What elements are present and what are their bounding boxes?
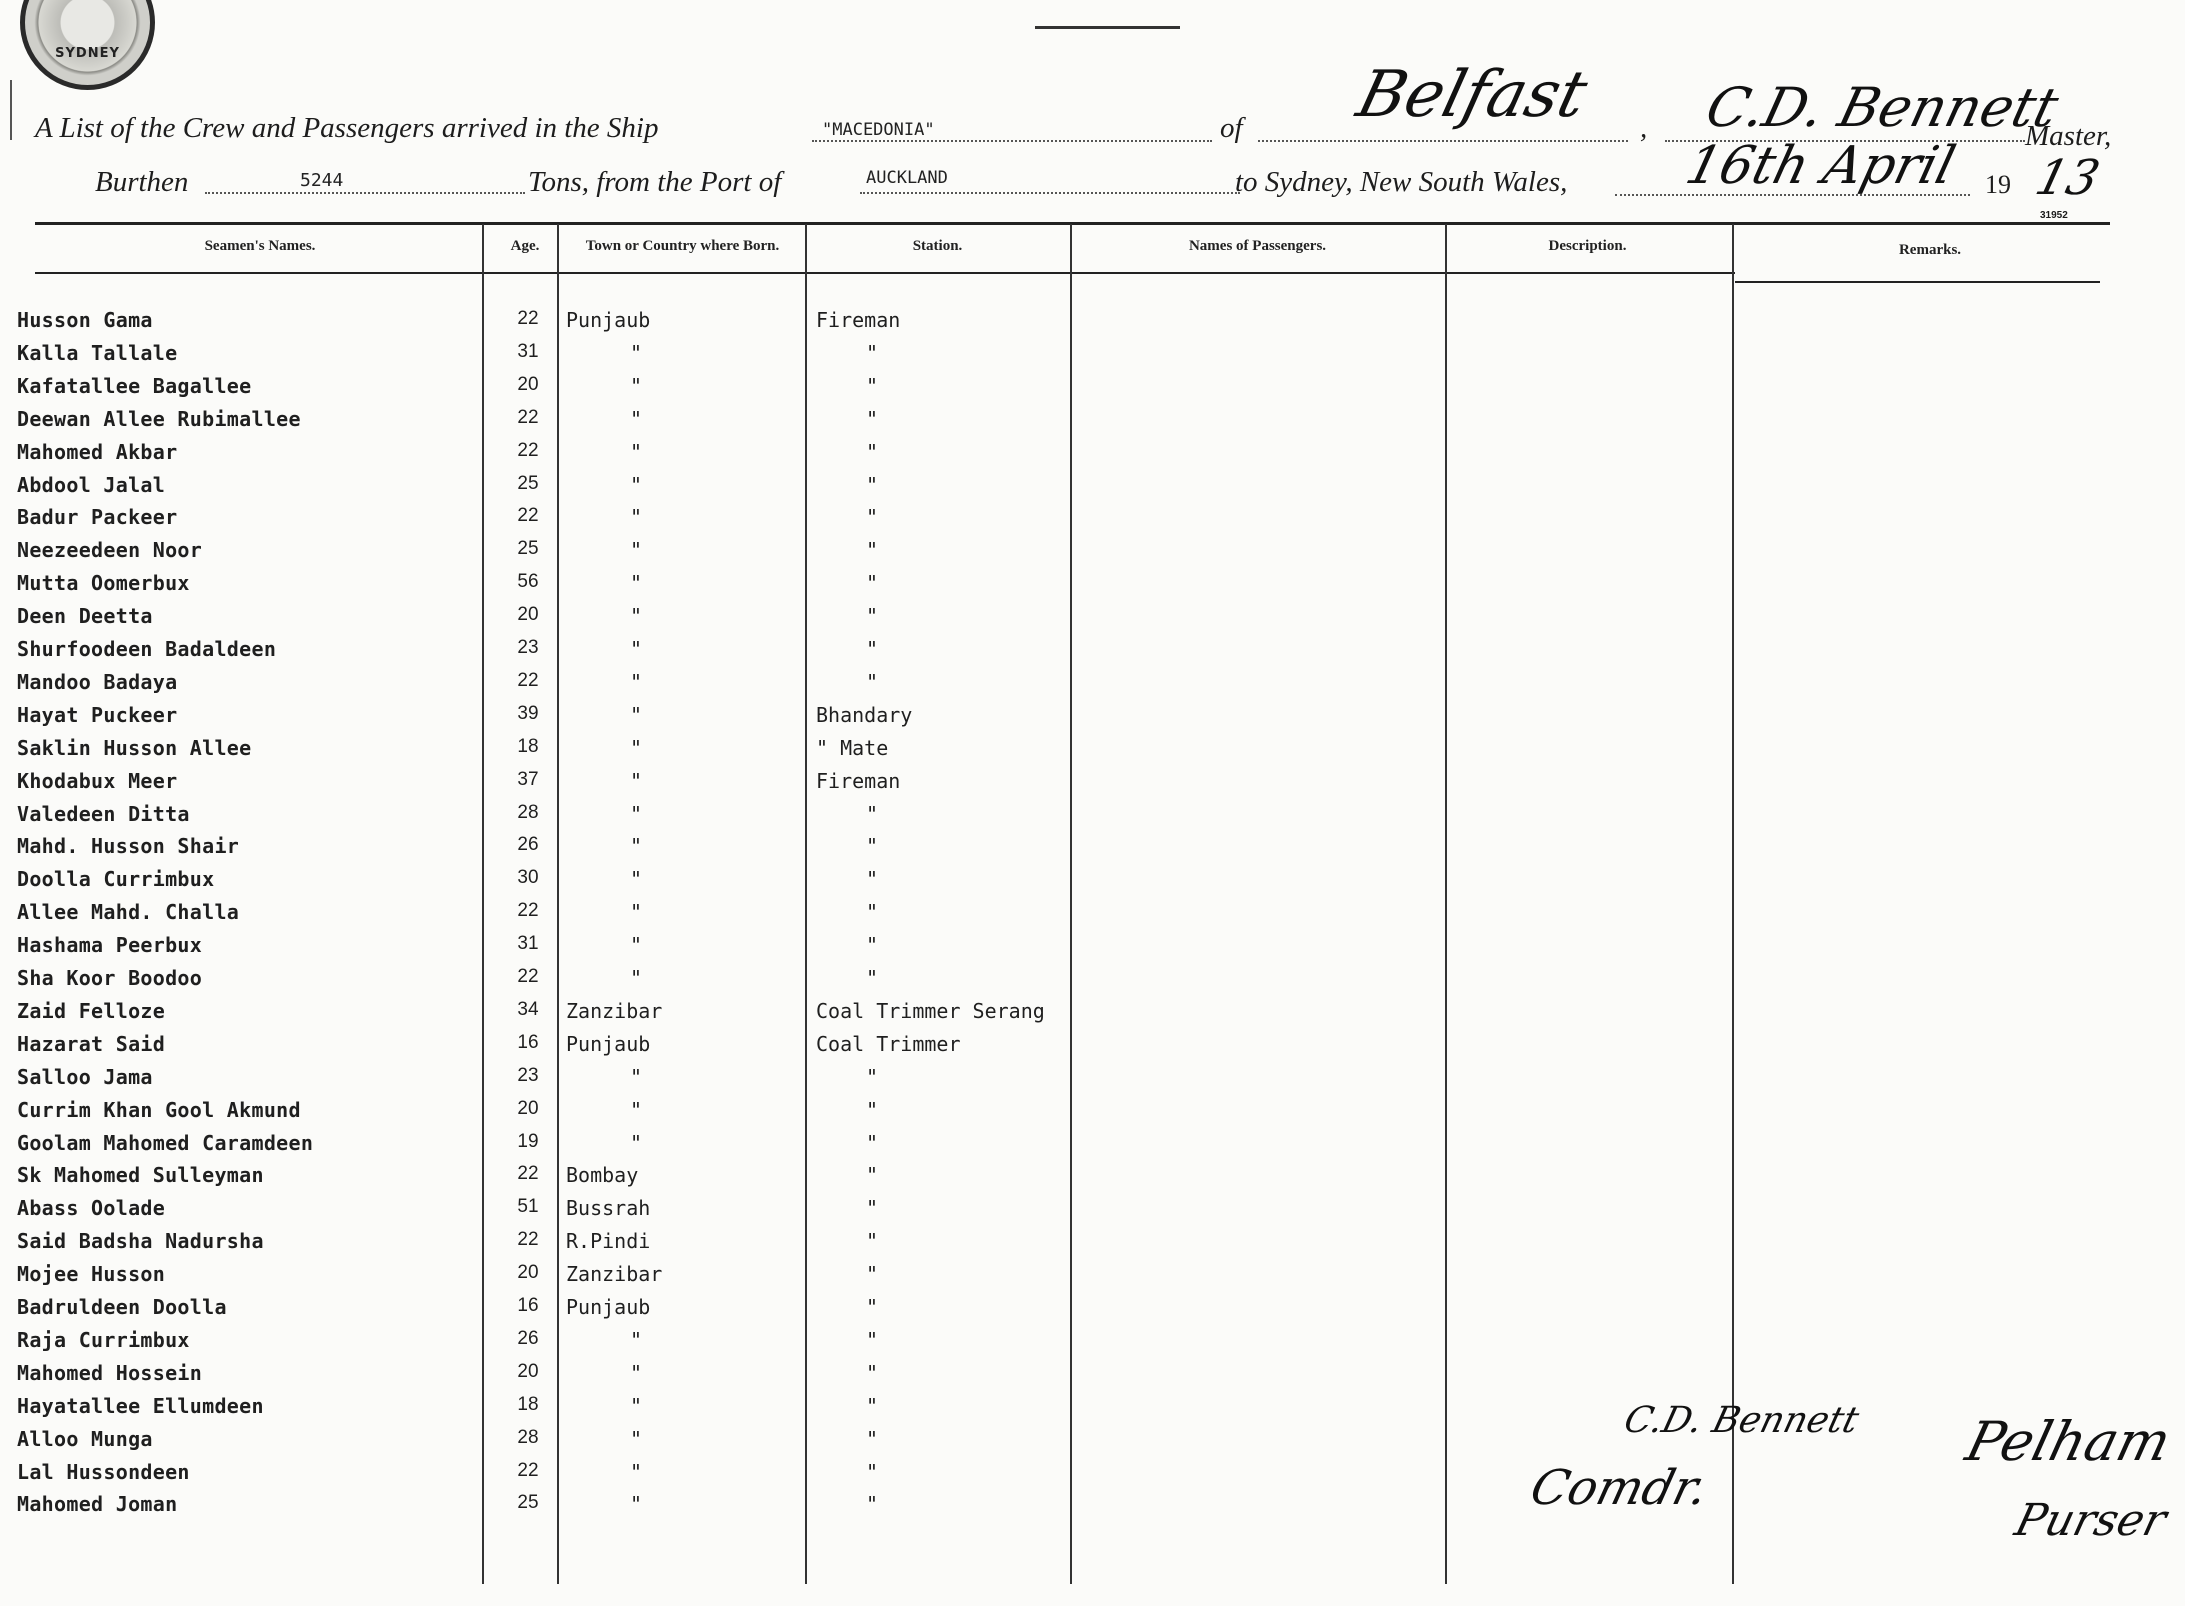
crew-station: Coal Trimmer — [816, 1031, 961, 1056]
crew-name: Shurfoodeen Badaldeen — [17, 637, 277, 661]
crew-station: Fireman — [816, 308, 901, 332]
date-handwritten: 16th April — [1680, 136, 1962, 196]
crew-row — [0, 308, 2185, 338]
crew-row — [0, 999, 2185, 1029]
crew-age: 16 — [517, 1031, 539, 1053]
crew-row — [0, 736, 2185, 766]
crew-station: Bhandary — [816, 702, 913, 727]
crew-station: " — [866, 933, 879, 958]
to-sydney-label: to Sydney, New South Wales, — [1235, 166, 1568, 198]
crew-birthplace: " — [630, 1459, 643, 1484]
crew-name: Allee Mahd. Challa — [17, 900, 240, 925]
crew-row — [0, 1492, 2185, 1522]
crew-row — [0, 538, 2185, 568]
crew-birthplace: Zanzibar — [566, 1262, 663, 1287]
crew-row — [0, 473, 2185, 503]
crew-row — [0, 933, 2185, 963]
crew-age: 23 — [517, 1064, 539, 1086]
crew-station: " Mate — [816, 735, 889, 760]
of-comma: , — [1640, 112, 1648, 144]
crew-row — [0, 900, 2185, 930]
crew-birthplace: " — [630, 966, 643, 990]
crew-row — [0, 1460, 2185, 1490]
crew-age: 22 — [517, 308, 539, 329]
crew-station: " — [866, 669, 879, 694]
crew-age: 22 — [517, 966, 539, 987]
crew-row — [0, 670, 2185, 700]
crew-birthplace: " — [630, 538, 643, 563]
crew-age: 22 — [517, 669, 539, 691]
year-handwritten: 13 — [2030, 150, 2106, 206]
ship-name: "MACEDONIA" — [822, 120, 935, 140]
crew-row — [0, 867, 2185, 897]
crew-name: Sk Mahomed Sulleyman — [17, 1163, 264, 1188]
crew-station: " — [866, 571, 879, 596]
crew-station: " — [866, 867, 879, 892]
crew-age: 37 — [517, 768, 539, 790]
crew-age: 25 — [517, 1492, 539, 1514]
crew-age: 51 — [517, 1196, 539, 1218]
crew-age: 20 — [517, 1097, 539, 1119]
crew-name: Doolla Currimbux — [17, 867, 215, 892]
crew-birthplace: " — [630, 340, 643, 365]
crew-row — [0, 1163, 2185, 1193]
crew-row — [0, 703, 2185, 733]
crew-name: Mahomed Akbar — [17, 439, 178, 464]
crew-station: " — [866, 1229, 879, 1254]
crew-age: 25 — [517, 472, 539, 494]
crew-age: 20 — [517, 604, 539, 626]
of-port-handwritten: Belfast — [1350, 58, 1595, 132]
form-number: 31952 — [2040, 210, 2068, 221]
crew-name: Zaid Felloze — [17, 998, 166, 1023]
crew-name: Badruldeen Doolla — [17, 1295, 227, 1319]
crew-birthplace: " — [630, 834, 643, 859]
crew-station: " — [866, 1295, 879, 1319]
crew-birthplace: " — [630, 604, 643, 629]
crew-station: " — [866, 801, 879, 826]
crew-station: " — [866, 1262, 879, 1287]
crew-birthplace: Punjaub — [566, 1031, 651, 1056]
crew-age: 23 — [517, 637, 539, 658]
crew-station: " — [866, 1130, 879, 1155]
crew-name: Mojee Husson — [17, 1262, 166, 1287]
crew-station: " — [866, 1163, 879, 1188]
crew-age: 22 — [517, 1459, 539, 1481]
crew-birthplace: Zanzibar — [566, 998, 663, 1023]
crew-station: " — [866, 1327, 879, 1352]
crew-station: " — [866, 373, 879, 398]
crew-age: 28 — [517, 801, 539, 823]
crew-row — [0, 834, 2185, 864]
crew-station: " — [866, 1064, 879, 1089]
crew-row — [0, 1328, 2185, 1358]
crew-age: 16 — [517, 1295, 539, 1316]
crew-row — [0, 1262, 2185, 1292]
crew-age: 20 — [517, 373, 539, 395]
commander-signature: C.D. Bennett — [1620, 1400, 1863, 1441]
crew-birthplace: " — [630, 1064, 643, 1089]
crew-station: " — [866, 637, 879, 661]
crew-name: Mutta Oomerbux — [17, 571, 190, 596]
col-head-born: Town or Country where Born. — [585, 238, 780, 254]
from-port: AUCKLAND — [866, 168, 948, 188]
crew-row — [0, 1098, 2185, 1128]
crew-birthplace: Punjaub — [566, 308, 651, 332]
crew-name: Raja Currimbux — [17, 1327, 190, 1352]
crew-age: 26 — [517, 834, 539, 856]
crew-age: 18 — [517, 1393, 539, 1415]
crew-station: " — [866, 1360, 879, 1385]
crew-age: 39 — [517, 702, 539, 724]
crew-birthplace: " — [630, 472, 643, 497]
crew-age: 30 — [517, 867, 539, 889]
crew-name: Abass Oolade — [17, 1196, 166, 1221]
crew-station: " — [866, 1097, 879, 1122]
purser-title: Purser — [2010, 1495, 2172, 1546]
master-label: Master, — [2025, 120, 2112, 152]
crew-station: " — [866, 1196, 879, 1221]
crew-name: Lal Hussondeen — [17, 1459, 190, 1484]
crew-birthplace: " — [630, 900, 643, 925]
crew-birthplace: " — [630, 1327, 643, 1352]
crew-birthplace: Punjaub — [566, 1295, 651, 1319]
crew-station: " — [866, 1426, 879, 1451]
crew-row — [0, 1229, 2185, 1259]
crew-row — [0, 571, 2185, 601]
crew-name: Mahomed Joman — [17, 1492, 178, 1517]
crew-age: 22 — [517, 505, 539, 527]
crew-birthplace: " — [630, 867, 643, 892]
seal-text: SYDNEY — [55, 46, 120, 61]
crew-name: Said Badsha Nadursha — [17, 1229, 264, 1254]
crew-name: Deewan Allee Rubimallee — [17, 406, 301, 431]
crew-birthplace: " — [630, 1097, 643, 1122]
crew-station: Fireman — [816, 768, 901, 793]
crew-birthplace: " — [630, 1393, 643, 1418]
crew-age: 22 — [517, 1163, 539, 1185]
crew-name: Mandoo Badaya — [17, 669, 178, 694]
burthen-label: Burthen — [95, 166, 189, 198]
crew-birthplace: " — [630, 439, 643, 464]
crew-birthplace: " — [630, 1360, 643, 1385]
col-head-age: Age. — [510, 238, 540, 254]
crew-birthplace: " — [630, 637, 643, 661]
col-head-passengers: Names of Passengers. — [1188, 238, 1327, 254]
crew-station: Coal Trimmer Serang — [816, 998, 1045, 1023]
crew-age: 22 — [517, 406, 539, 428]
crew-row — [0, 802, 2185, 832]
crew-birthplace: " — [630, 768, 643, 793]
header-line1-prefix: A List of the Crew and Passengers arrived in the Ship — [35, 112, 659, 144]
crew-name: Hashama Peerbux — [17, 933, 203, 958]
crew-station: " — [866, 505, 879, 530]
crew-birthplace: " — [630, 702, 643, 727]
crew-name: Hazarat Said — [17, 1031, 166, 1056]
crew-birthplace: " — [630, 505, 643, 530]
crew-age: 19 — [517, 1130, 539, 1152]
crew-name: Alloo Munga — [17, 1426, 153, 1451]
crew-name: Salloo Jama — [17, 1064, 153, 1089]
crew-row — [0, 1196, 2185, 1226]
crew-age: 26 — [517, 1327, 539, 1349]
crew-age: 18 — [517, 735, 539, 757]
crew-age: 25 — [517, 538, 539, 560]
crew-name: Mahomed Hossein — [17, 1360, 203, 1385]
crew-birthplace: Bombay — [566, 1163, 639, 1188]
crew-birthplace: " — [630, 1426, 643, 1451]
crew-row — [0, 341, 2185, 371]
master-name-handwritten: C.D. Bennett — [1700, 76, 2065, 139]
crew-age: 31 — [517, 933, 539, 955]
crew-age: 28 — [517, 1426, 539, 1448]
crew-birthplace: " — [630, 571, 643, 596]
crew-birthplace: " — [630, 1492, 643, 1517]
col-head-description: Description. — [1548, 238, 1627, 254]
crew-age: 56 — [517, 571, 539, 593]
crew-name: Neezeedeen Noor — [17, 538, 203, 563]
crew-name: Kalla Tallale — [17, 340, 178, 365]
crew-row — [0, 440, 2185, 470]
crew-name: Hayatallee Ellumdeen — [17, 1393, 264, 1418]
crew-row — [0, 374, 2185, 404]
crew-station: " — [866, 834, 879, 859]
crew-station: " — [866, 604, 879, 629]
crew-row — [0, 604, 2185, 634]
crew-name: Mahd. Husson Shair — [17, 834, 240, 859]
crew-age: 22 — [517, 900, 539, 922]
crew-name: Goolam Mahomed Caramdeen — [17, 1130, 314, 1155]
crew-row — [0, 637, 2185, 667]
crew-name: Valedeen Ditta — [17, 801, 190, 826]
crew-name: Badur Packeer — [17, 505, 178, 530]
tons-label: Tons, from the Port of — [528, 166, 782, 198]
crew-name: Khodabux Meer — [17, 768, 178, 793]
crew-age: 20 — [517, 1262, 539, 1284]
of-label: of — [1220, 112, 1243, 144]
crew-name: Sha Koor Boodoo — [17, 966, 203, 990]
crew-name: Husson Gama — [17, 308, 153, 332]
col-head-station: Station. — [912, 238, 963, 254]
crew-age: 34 — [517, 998, 539, 1020]
crew-name: Abdool Jalal — [17, 472, 166, 497]
crew-age: 22 — [517, 439, 539, 461]
crew-birthplace: " — [630, 1130, 643, 1155]
crew-birthplace: " — [630, 735, 643, 760]
crew-age: 22 — [517, 1229, 539, 1251]
crew-name: Deen Deetta — [17, 604, 153, 629]
crew-row — [0, 407, 2185, 437]
crew-name: Currim Khan Gool Akmund — [17, 1097, 301, 1122]
crew-station: " — [866, 439, 879, 464]
crew-birthplace: " — [630, 373, 643, 398]
crew-row — [0, 1032, 2185, 1062]
crew-station: " — [866, 406, 879, 431]
crew-name: Hayat Puckeer — [17, 702, 178, 727]
crew-row — [0, 1361, 2185, 1391]
crew-row — [0, 769, 2185, 799]
crew-birthplace: " — [630, 406, 643, 431]
crew-station: " — [866, 340, 879, 365]
commander-title: Comdr. — [1525, 1460, 1714, 1516]
crew-birthplace: Bussrah — [566, 1196, 651, 1221]
crew-station: " — [866, 1459, 879, 1484]
crew-birthplace: R.Pindi — [566, 1229, 651, 1254]
crew-birthplace: " — [630, 669, 643, 694]
crew-station: " — [866, 538, 879, 563]
crew-station: " — [866, 472, 879, 497]
col-head-names: Seamen's Names. — [204, 238, 316, 254]
crew-row — [0, 966, 2185, 996]
col-head-remarks: Remarks. — [1898, 242, 1962, 258]
crew-name: Kafatallee Bagallee — [17, 373, 252, 398]
crew-birthplace: " — [630, 933, 643, 958]
crew-station: " — [866, 1492, 879, 1517]
crew-station: " — [866, 1393, 879, 1418]
crew-station: " — [866, 966, 879, 990]
crew-age: 20 — [517, 1360, 539, 1382]
purser-signature: Pelham — [1960, 1410, 2178, 1473]
crew-birthplace: " — [630, 801, 643, 826]
crew-row — [0, 1295, 2185, 1325]
year-prefix: 19 — [1985, 170, 2011, 199]
crew-station: " — [866, 900, 879, 925]
crew-name: Saklin Husson Allee — [17, 735, 252, 760]
crew-row — [0, 1065, 2185, 1095]
crew-row — [0, 505, 2185, 535]
crew-row — [0, 1427, 2185, 1457]
crew-row — [0, 1131, 2185, 1161]
crew-age: 31 — [517, 340, 539, 362]
burthen-value: 5244 — [300, 170, 344, 191]
